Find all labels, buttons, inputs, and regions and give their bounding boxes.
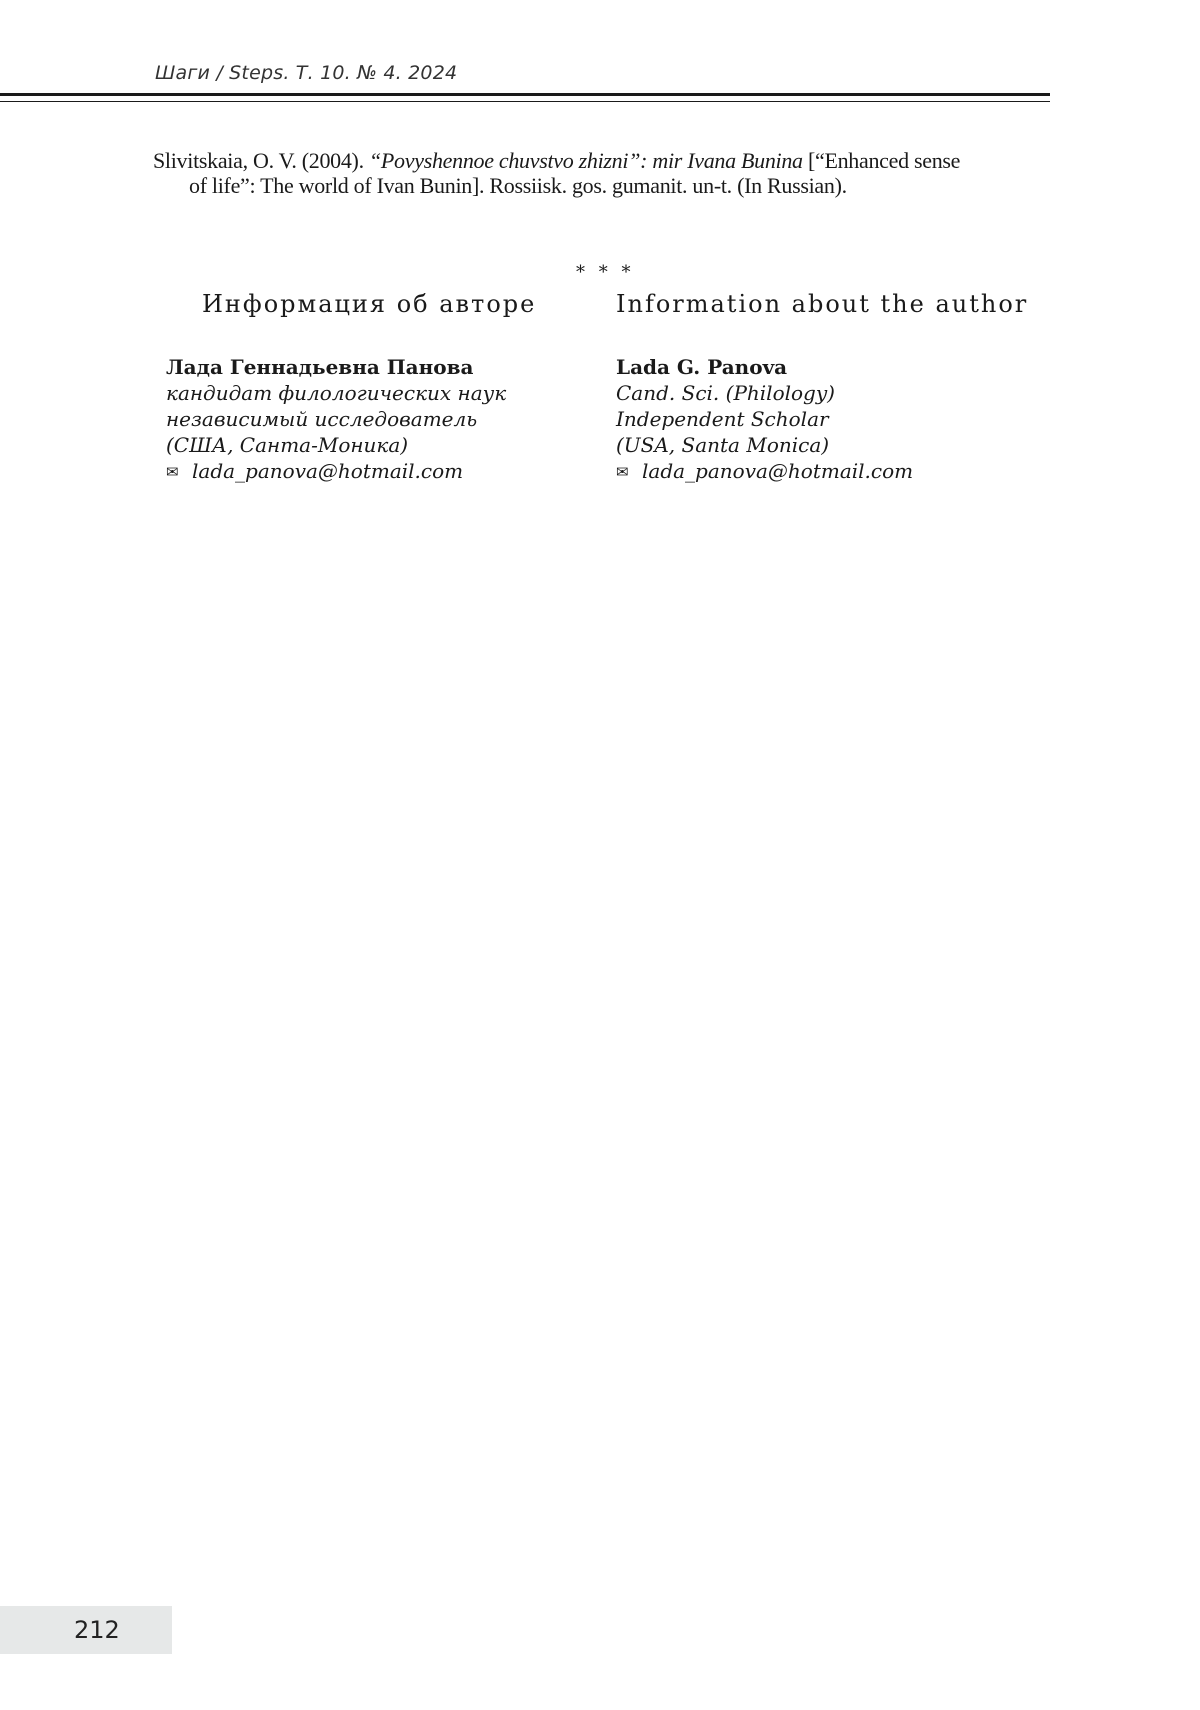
page-number-box — [0, 1606, 172, 1654]
section-separator: * * * — [576, 262, 635, 283]
author-position-ru: независимый исследователь — [166, 407, 478, 431]
author-position-en: Independent Scholar — [616, 407, 829, 431]
running-head: Шаги / Steps. Т. 10. № 4. 2024 — [155, 62, 458, 84]
author-email-en[interactable]: lada_panova@hotmail.com — [642, 459, 914, 483]
reference-author-year: Slivitskaia, O. V. (2004). — [153, 148, 369, 173]
author-email-row-en — [616, 458, 1056, 485]
reference-translation-start: [“Enhanced sense — [802, 148, 961, 173]
author-degree-ru: кандидат филологических наук — [166, 381, 507, 405]
envelope-icon: ✉ — [616, 463, 629, 481]
author-info-en — [616, 290, 1056, 485]
author-name-en: Lada G. Panova — [616, 355, 788, 379]
author-degree-en: Cand. Sci. (Philology) — [616, 381, 835, 405]
reference-entry — [153, 148, 1053, 198]
reference-title: “Povyshennoe chuvstvo zhizni”: mir Ivana Bunina — [368, 148, 803, 173]
author-info-heading-ru: Информация об авторе — [202, 290, 537, 318]
reference-line-1 — [153, 148, 1053, 173]
reference-line-2: of life”: The world of Ivan Bunin]. Rossiisk. gos. gumanit. un-t. (In Russian). — [189, 173, 847, 198]
author-name-ru: Лада Геннадьевна Панова — [166, 355, 474, 379]
author-location-ru: (США, Санта-Моника) — [166, 433, 409, 457]
author-location-en: (USA, Santa Monica) — [616, 433, 830, 457]
author-email-row-ru — [166, 458, 586, 485]
author-info-ru — [166, 290, 586, 485]
header-rule-thick — [0, 93, 1050, 96]
author-info-heading-en: Information about the author — [616, 290, 1029, 318]
header-rule-thin — [0, 101, 1050, 102]
author-email-ru[interactable]: lada_panova@hotmail.com — [192, 459, 464, 483]
envelope-icon: ✉ — [166, 463, 179, 481]
page-number: 212 — [74, 1616, 120, 1644]
